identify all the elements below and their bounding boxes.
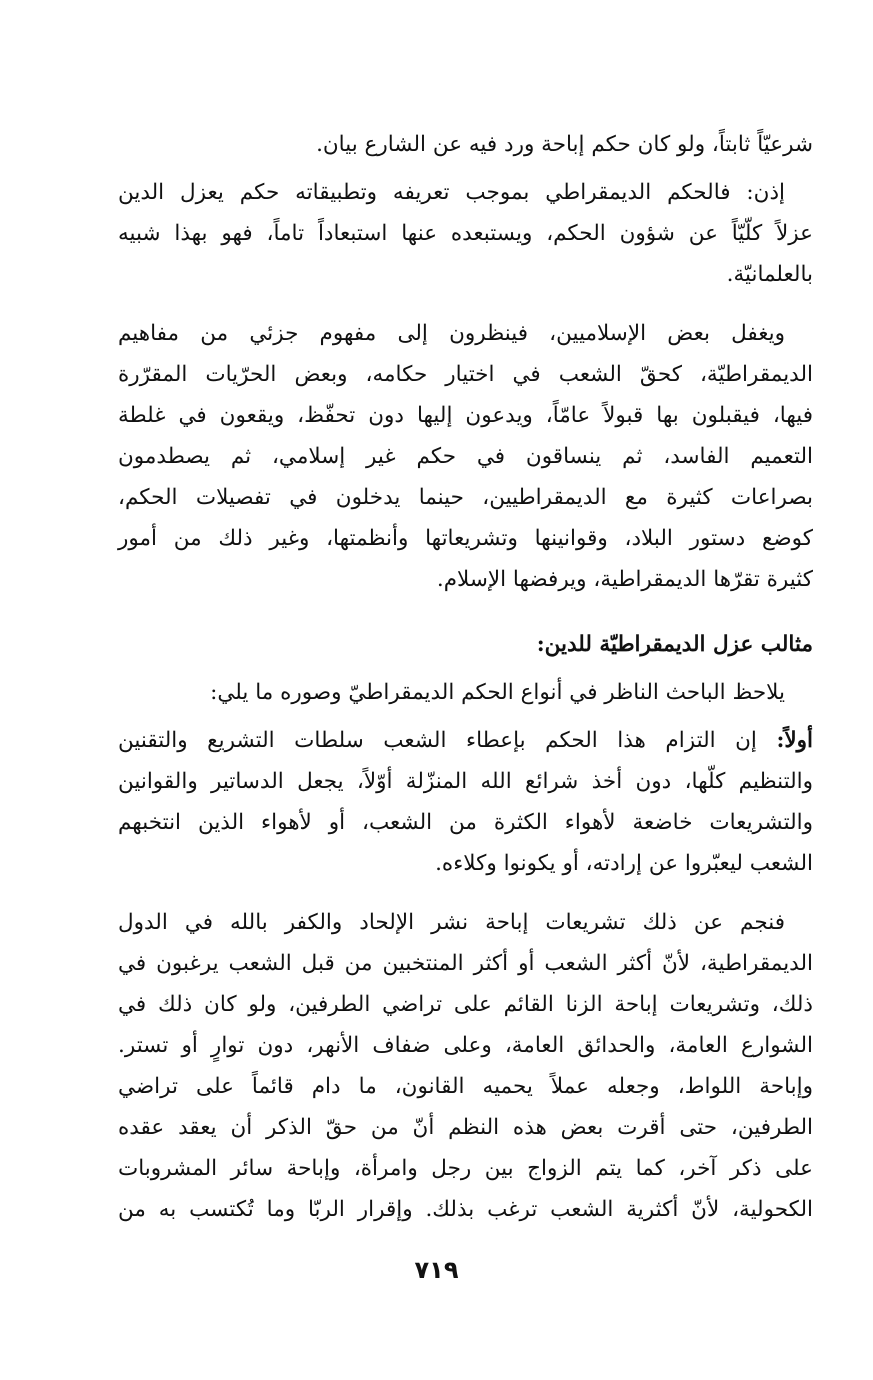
text-line: الكحولية، لأنّ أكثرية الشعب ترغب بذلك. وإقرار الربّا وما تُكتسب به من <box>118 1197 813 1222</box>
paragraph-consequences <box>118 902 813 1230</box>
paragraph-first-point <box>118 720 813 884</box>
paragraph-continuation <box>118 124 813 165</box>
book-page <box>118 124 813 1230</box>
text-line: كثيرة تقرّها الديمقراطية، ويرفضها الإسلام. <box>436 567 813 592</box>
text-line: ويغفل بعض الإسلاميين، فينظرون إلى مفهوم جزئي من مفاهيم <box>118 321 785 346</box>
paragraph-intro <box>118 672 813 713</box>
paragraph-conclusion <box>118 172 813 295</box>
text-line: الديمقراطيّة، كحقّ الشعب في اختيار حكامه، وبعض الحرّيات المقرّرة <box>118 362 813 387</box>
section-heading <box>118 624 813 665</box>
text-line: فنجم عن ذلك تشريعات إباحة نشر الإلحاد والكفر بالله في الدول <box>118 910 785 935</box>
text-line: الشعب ليعبّروا عن إرادته، أو يكونوا وكلاءه. <box>435 851 813 876</box>
text-line: إذن: فالحكم الديمقراطي بموجب تعريفه وتطبيقاته حكم يعزل الدين <box>118 180 785 205</box>
paragraph-islamists <box>118 313 813 600</box>
text-line: الديمقراطية، لأنّ أكثر الشعب أو أكثر المنتخبين من قبل الشعب يرغبون في <box>118 951 813 976</box>
page-number: ٧١٩ <box>414 1256 459 1284</box>
text-line: الطرفين، حتى أقرت بعض هذه النظم أنّ من حقّ الذكر أن يعقد عقده <box>118 1115 813 1140</box>
text-line: على ذكر آخر، كما يتم الزواج بين رجل وامرأة، وإباحة سائر المشروبات <box>118 1156 813 1181</box>
text-line: يلاحظ الباحث الناظر في أنواع الحكم الديمقراطيّ وصوره ما يلي: <box>210 680 785 705</box>
text-line: الشوارع العامة، والحدائق العامة، وعلى ضفاف الأنهر، دون توارٍ أو تستر. <box>118 1033 813 1058</box>
text-line: والتنظيم كلّها، دون أخذ شرائع الله المنزّلة أوّلاً، يجعل الدساتير والقوانين <box>118 769 813 794</box>
text-line: إن التزام هذا الحكم بإعطاء الشعب سلطات التشريع والتقنين <box>118 728 777 753</box>
text-line: بصراعات كثيرة مع الديمقراطيين، حينما يدخلون في تفصيلات الحكم، <box>118 485 813 510</box>
text-line: بالعلمانيّة. <box>726 262 813 287</box>
text-line: ذلك، وتشريعات إباحة الزنا القائم على تراضي الطرفين، ولو كان ذلك في <box>118 992 813 1017</box>
text-line-with-lead <box>118 720 813 761</box>
text-line: والتشريعات خاضعة لأهواء الكثرة من الشعب، أو لأهواء الذين انتخبهم <box>118 810 813 835</box>
point-lead: أولاً: <box>776 728 813 753</box>
text-line: عزلاً كلّيّاً عن شؤون الحكم، ويستبعده عنها استبعاداً تاماً، فهو بهذا شبيه <box>118 221 813 246</box>
text-line: وإباحة اللواط، وجعله عملاً يحميه القانون، ما دام قائماً على تراضي <box>118 1074 813 1099</box>
text-line: شرعيّاً ثابتاً، ولو كان حكم إباحة ورد فيه عن الشارع بيان. <box>316 132 813 157</box>
text-line: التعميم الفاسد، ثم ينساقون في حكم غير إسلامي، ثم يصطدمون <box>118 444 813 469</box>
text-line: كوضع دستور البلاد، وقوانينها وتشريعاتها وأنظمتها، وغير ذلك من أمور <box>118 526 813 551</box>
heading-text: مثالب عزل الديمقراطيّة للدين: <box>536 632 813 657</box>
text-line: فيها، فيقبلون بها قبولاً عامّاً، ويدعون إليها دون تحفّظ، ويقعون في غلطة <box>118 403 813 428</box>
